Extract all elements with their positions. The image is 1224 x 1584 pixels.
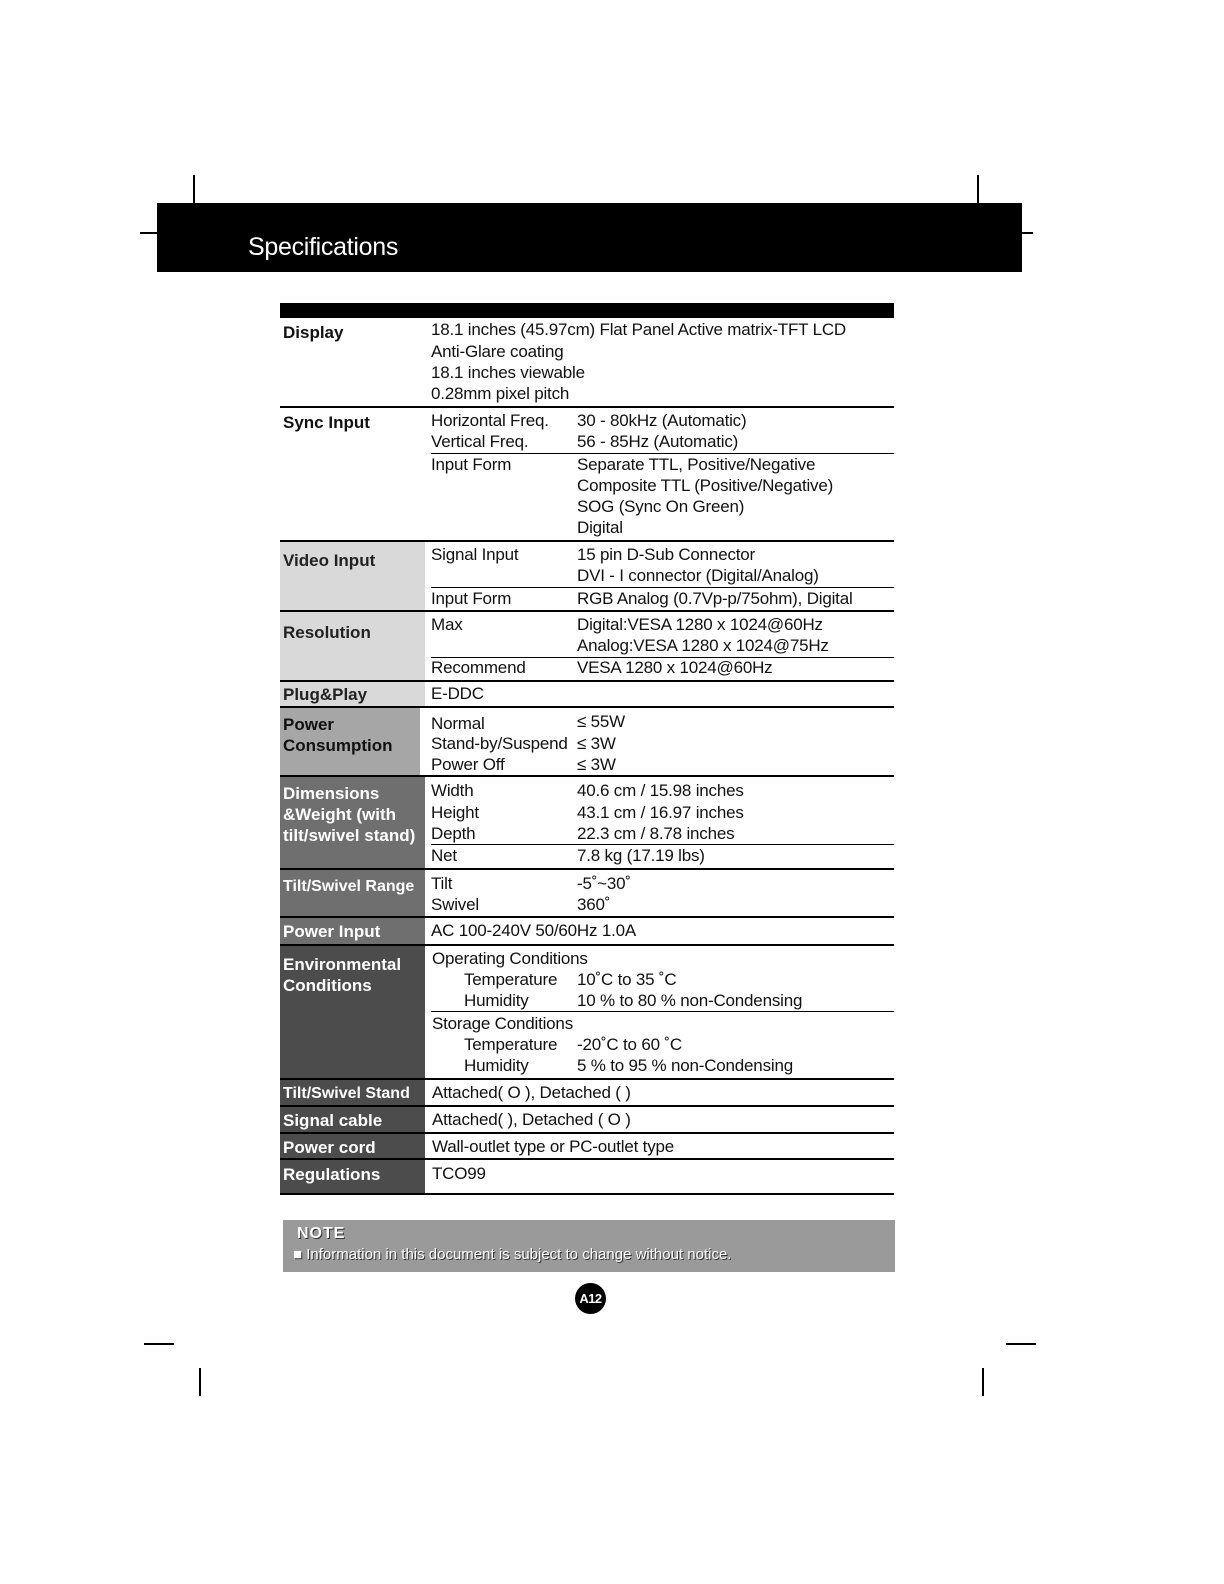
spec-subrow xyxy=(431,408,894,454)
spec-row-plug-play xyxy=(280,682,894,708)
spec-label-regulations: Regulations xyxy=(280,1160,425,1193)
spec-label-display: Display xyxy=(280,318,425,406)
spec-key: Height xyxy=(431,803,479,822)
spec-key: Humidity xyxy=(464,1056,529,1075)
spec-value: ≤ 55W xyxy=(577,712,626,731)
spec-row-power-consumption xyxy=(280,708,894,777)
spec-label-plug-play: Plug&Play xyxy=(280,682,425,706)
spec-key: Tilt xyxy=(431,874,453,893)
spec-row-power-cord xyxy=(280,1134,894,1160)
spec-key: Depth xyxy=(431,824,476,843)
crop-mark xyxy=(193,175,195,205)
spec-key: Temperature xyxy=(464,1035,558,1054)
spec-subrow xyxy=(431,946,894,1012)
spec-value: AC 100-240V 50/60Hz 1.0A xyxy=(431,921,637,940)
crop-mark xyxy=(982,1368,984,1396)
crop-mark xyxy=(199,1368,201,1396)
spec-value: 360˚ xyxy=(577,895,611,914)
spec-label-power-consumption: Power Consumption xyxy=(280,708,420,775)
spec-subrow xyxy=(431,612,894,658)
spec-value: ≤ 3W xyxy=(577,734,616,753)
spec-value: 10 % to 80 % non-Condensing xyxy=(577,991,803,1010)
spec-value: 10˚C to 35 ˚C xyxy=(577,970,677,989)
spec-row-dimensions xyxy=(280,777,894,870)
spec-key: Normal xyxy=(431,714,485,733)
spec-value: 7.8 kg (17.19 lbs) xyxy=(577,846,705,865)
crop-mark xyxy=(144,1343,174,1345)
spec-row-signal-cable xyxy=(280,1107,894,1134)
spec-row-display xyxy=(280,318,894,408)
spec-value: VESA 1280 x 1024@60Hz xyxy=(577,658,773,677)
spec-key: Recommend xyxy=(431,658,526,677)
spec-label-tilt-swivel-stand: Tilt/Swivel Stand xyxy=(280,1080,425,1105)
spec-value: E-DDC xyxy=(431,684,484,703)
spec-content-regulations xyxy=(431,1160,894,1193)
spec-content-environmental xyxy=(431,946,894,1078)
spec-label-video-input: Video Input xyxy=(280,542,425,610)
spec-key: Max xyxy=(431,615,463,634)
page-title: Specifications xyxy=(248,233,399,261)
spec-row-regulations xyxy=(280,1160,894,1195)
spec-content-video-input xyxy=(431,542,894,610)
note-text: ■ Information in this document is subject to change without notice. xyxy=(293,1246,732,1263)
spec-value: Analog:VESA 1280 x 1024@75Hz xyxy=(577,636,829,655)
spec-content-tilt-swivel-range xyxy=(431,870,894,916)
spec-content-plug-play xyxy=(431,682,894,706)
spec-value: -20˚C to 60 ˚C xyxy=(577,1035,682,1054)
spec-value: 18.1 inches viewable xyxy=(431,363,585,382)
spec-content-power-cord xyxy=(431,1134,894,1158)
spec-value: 0.28mm pixel pitch xyxy=(431,384,570,403)
spec-row-tilt-swivel-range xyxy=(280,870,894,918)
spec-row-resolution xyxy=(280,612,894,682)
spec-key: Input Form xyxy=(431,589,512,608)
spec-content-dimensions xyxy=(431,777,894,868)
header-bar xyxy=(157,203,1022,272)
spec-value: 40.6 cm / 15.98 inches xyxy=(577,781,744,800)
crop-mark xyxy=(1006,1343,1036,1345)
spec-key: Stand-by/Suspend xyxy=(431,734,568,753)
spec-subrow xyxy=(431,542,894,588)
spec-value: 56 - 85Hz (Automatic) xyxy=(577,432,739,451)
spec-key: Signal Input xyxy=(431,545,519,564)
spec-key: Temperature xyxy=(464,970,558,989)
spec-key: Vertical Freq. xyxy=(431,432,529,451)
spec-value: -5˚~30˚ xyxy=(577,874,631,893)
spec-value: Attached( O ), Detached ( ) xyxy=(432,1083,631,1102)
spec-key: Net xyxy=(431,846,457,865)
spec-value: TCO99 xyxy=(432,1164,486,1183)
spec-row-power-input xyxy=(280,918,894,946)
spec-key: Power Off xyxy=(431,755,505,774)
spec-value: 30 - 80kHz (Automatic) xyxy=(577,411,747,430)
spec-key: Storage Conditions xyxy=(432,1014,573,1033)
spec-label-resolution: Resolution xyxy=(280,612,425,680)
note-title: NOTE xyxy=(297,1225,346,1242)
spec-value: SOG (Sync On Green) xyxy=(577,497,745,516)
spec-value: Digital xyxy=(577,518,623,537)
spec-content-sync-input xyxy=(431,408,894,540)
table-top-rule xyxy=(280,303,894,318)
spec-value: Attached( ), Detached ( O ) xyxy=(432,1110,631,1129)
spec-content-power-consumption xyxy=(431,708,894,775)
spec-value: Separate TTL, Positive/Negative xyxy=(577,455,816,474)
spec-content-display xyxy=(431,318,894,406)
crop-mark xyxy=(977,175,979,205)
spec-key: Swivel xyxy=(431,895,479,914)
spec-value: 43.1 cm / 16.97 inches xyxy=(577,803,744,822)
spec-content-signal-cable xyxy=(431,1107,894,1132)
spec-content-tilt-swivel-stand xyxy=(431,1080,894,1105)
spec-row-sync-input xyxy=(280,408,894,542)
crop-mark xyxy=(1021,232,1033,234)
spec-value: 18.1 inches (45.97cm) Flat Panel Active matrix-TFT LCD xyxy=(431,320,846,339)
spec-subrow xyxy=(431,777,894,845)
spec-value: 22.3 cm / 8.78 inches xyxy=(577,824,735,843)
spec-label-sync-input: Sync Input xyxy=(280,408,425,540)
spec-value: DVI - I connector (Digital/Analog) xyxy=(577,566,819,585)
spec-content-power-input xyxy=(431,918,894,944)
spec-label-environmental: Environmental Conditions xyxy=(280,946,425,1078)
spec-key: Input Form xyxy=(431,455,512,474)
spec-key: Horizontal Freq. xyxy=(431,411,549,430)
spec-value: ≤ 3W xyxy=(577,755,616,774)
spec-value: Anti-Glare coating xyxy=(431,342,564,361)
spec-row-video-input xyxy=(280,542,894,612)
spec-value: 15 pin D-Sub Connector xyxy=(577,545,755,564)
spec-label-power-input: Power Input xyxy=(280,918,425,944)
spec-value: Digital:VESA 1280 x 1024@60Hz xyxy=(577,615,823,634)
spec-label-tilt-swivel-range: Tilt/Swivel Range xyxy=(280,870,425,916)
spec-value: Composite TTL (Positive/Negative) xyxy=(577,476,834,495)
spec-label-power-cord: Power cord xyxy=(280,1134,425,1158)
spec-content-resolution xyxy=(431,612,894,680)
spec-value: 5 % to 95 % non-Condensing xyxy=(577,1056,793,1075)
spec-row-environmental xyxy=(280,946,894,1080)
spec-value: RGB Analog (0.7Vp-p/75ohm), Digital xyxy=(577,589,853,608)
spec-row-tilt-swivel-stand xyxy=(280,1080,894,1107)
spec-label-signal-cable: Signal cable xyxy=(280,1107,425,1132)
page-number-badge: A12 xyxy=(575,1283,606,1314)
note-box xyxy=(283,1220,895,1272)
crop-mark xyxy=(140,232,158,234)
spec-label-dimensions: Dimensions &Weight (with tilt/swivel stand) xyxy=(280,777,425,868)
spec-key: Width xyxy=(431,781,474,800)
spec-key: Operating Conditions xyxy=(432,949,588,968)
spec-value: Wall-outlet type or PC-outlet type xyxy=(432,1137,675,1156)
spec-key: Humidity xyxy=(464,991,529,1010)
